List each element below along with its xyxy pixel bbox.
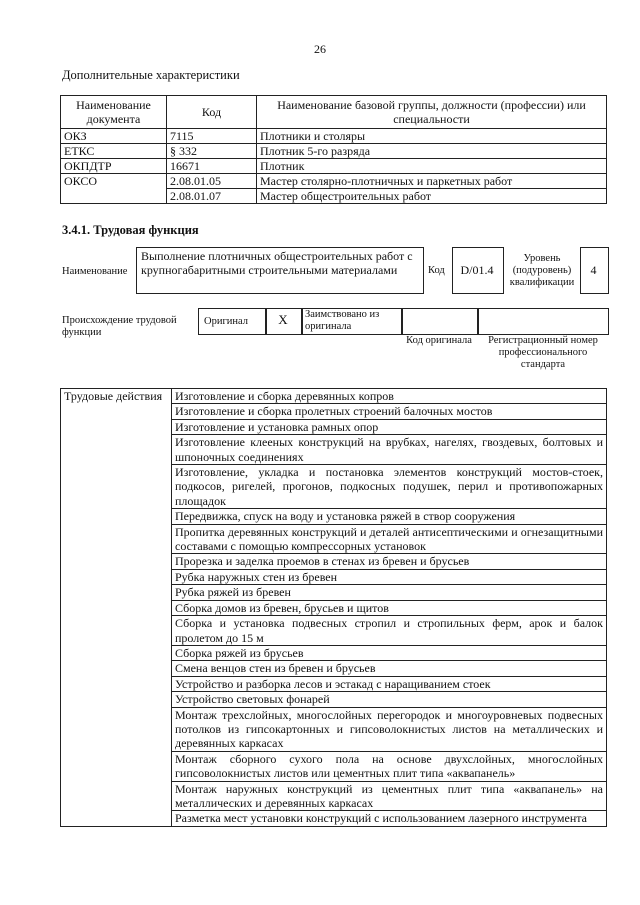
- cell-code: 2.08.01.05: [167, 174, 257, 189]
- code-label: Код: [428, 265, 445, 276]
- table-row: [61, 389, 607, 404]
- action-item: Сборка домов из бревен, брусьев и щитов: [172, 600, 607, 615]
- original-code-box: [401, 308, 479, 335]
- action-item: Монтаж наружных конструкций из цементных плит типа «аквапанель» на металлических и деревянных каркасах: [172, 781, 607, 811]
- cell-document: ЕТКС: [61, 144, 167, 159]
- action-item: Пропитка деревянных конструкций и деталей антисептическими и огнезащитными составами с помощью компрессорных установок: [172, 524, 607, 554]
- name-value: Выполнение плотничных общестроительных работ с крупногабаритными строительными материалами: [141, 249, 413, 277]
- table-header-row: [61, 96, 607, 129]
- action-item: Изготовление, укладка и постановка элементов конструкций мостов-стоек, подкосов, ригелей, прогонов, подкосных подушек, перил и противопожарных площадок: [172, 465, 607, 509]
- code-value: D/01.4: [460, 263, 494, 277]
- action-item: Монтаж сборного сухого пола на основе двухслойных, многослойных гипсоволокнистых листов или цементных плит типа «аквапанель»: [172, 751, 607, 781]
- table-row: [61, 159, 607, 174]
- action-item: Изготовление и сборка деревянных копров: [172, 389, 607, 404]
- table-row: [61, 174, 607, 189]
- category-cell: Трудовые действия: [61, 389, 172, 827]
- cell-document: ОКСО: [61, 174, 167, 204]
- level-value: 4: [590, 263, 597, 277]
- original-label: Оригинал: [204, 316, 248, 327]
- action-item: Устройство световых фонарей: [172, 692, 607, 707]
- page-number: 26: [314, 42, 326, 56]
- header-group: Наименование базовой группы, должности (профессии) или специальности: [257, 96, 607, 129]
- cell-group: Мастер столярно-плотничных и паркетных работ: [257, 174, 607, 189]
- level-label: Уровень (подуровень) квалификации: [509, 253, 575, 288]
- action-item: Смена венцов стен из бревен и брусьев: [172, 661, 607, 676]
- action-item: Сборка ряжей из брусьев: [172, 645, 607, 660]
- action-item: Монтаж трехслойных, многослойных перегородок и многоуровневых подвесных потолков из гипсокартонных и гипсоволокнистых листов на металлических и деревянных каркасах: [172, 707, 607, 751]
- cell-code: 2.08.01.07: [167, 189, 257, 204]
- original-code-label: Код оригинала: [406, 335, 472, 346]
- borrowed-label: Заимствовано из оригинала: [305, 309, 380, 332]
- action-item: Изготовление и установка рамных опор: [172, 419, 607, 434]
- cell-code: 16671: [167, 159, 257, 174]
- table-row: [61, 144, 607, 159]
- action-item: Разметка мест установки конструкций с использованием лазерного инструмента: [172, 811, 607, 826]
- cell-group: Плотник: [257, 159, 607, 174]
- action-item: Передвижка, спуск на воду и установка ряжей в створ сооружения: [172, 509, 607, 524]
- origin-label: Происхождение трудовой функции: [62, 315, 177, 338]
- function-title: 3.4.1. Трудовая функция: [62, 223, 199, 237]
- cell-code: 7115: [167, 129, 257, 144]
- header-document: Наименование документа: [61, 96, 167, 129]
- reg-number-label: Регистрационный номер профессионального стандарта: [488, 335, 598, 370]
- action-item: Сборка и установка подвесных стропил и стропильных ферм, арок и балок пролетом до 15 м: [172, 616, 607, 646]
- cell-group: Мастер общестроительных работ: [257, 189, 607, 204]
- action-item: Рубка ряжей из бревен: [172, 585, 607, 600]
- action-item: Изготовление клееных конструкций на врубках, нагелях, гвоздевых, болтовых и шпоночных соединениях: [172, 435, 607, 465]
- cell-group: Плотники и столяры: [257, 129, 607, 144]
- characteristics-table: [60, 95, 607, 204]
- table-row: [61, 129, 607, 144]
- reg-number-box: [477, 308, 609, 335]
- action-item: Устройство и разборка лесов и эстакад с наращиванием стоек: [172, 676, 607, 691]
- action-item: Изготовление и сборка пролетных строений балочных мостов: [172, 404, 607, 419]
- cell-group: Плотник 5-го разряда: [257, 144, 607, 159]
- header-code: Код: [167, 96, 257, 129]
- action-item: Рубка наружных стен из бревен: [172, 569, 607, 584]
- section-label: Дополнительные характеристики: [62, 68, 240, 82]
- original-mark: X: [278, 312, 288, 327]
- labor-actions-table: [60, 388, 607, 827]
- cell-document: ОКПДТР: [61, 159, 167, 174]
- action-item: Прорезка и заделка проемов в стенах из бревен и брусьев: [172, 554, 607, 569]
- name-label: Наименование: [62, 266, 128, 277]
- cell-document: ОКЗ: [61, 129, 167, 144]
- cell-code: § 332: [167, 144, 257, 159]
